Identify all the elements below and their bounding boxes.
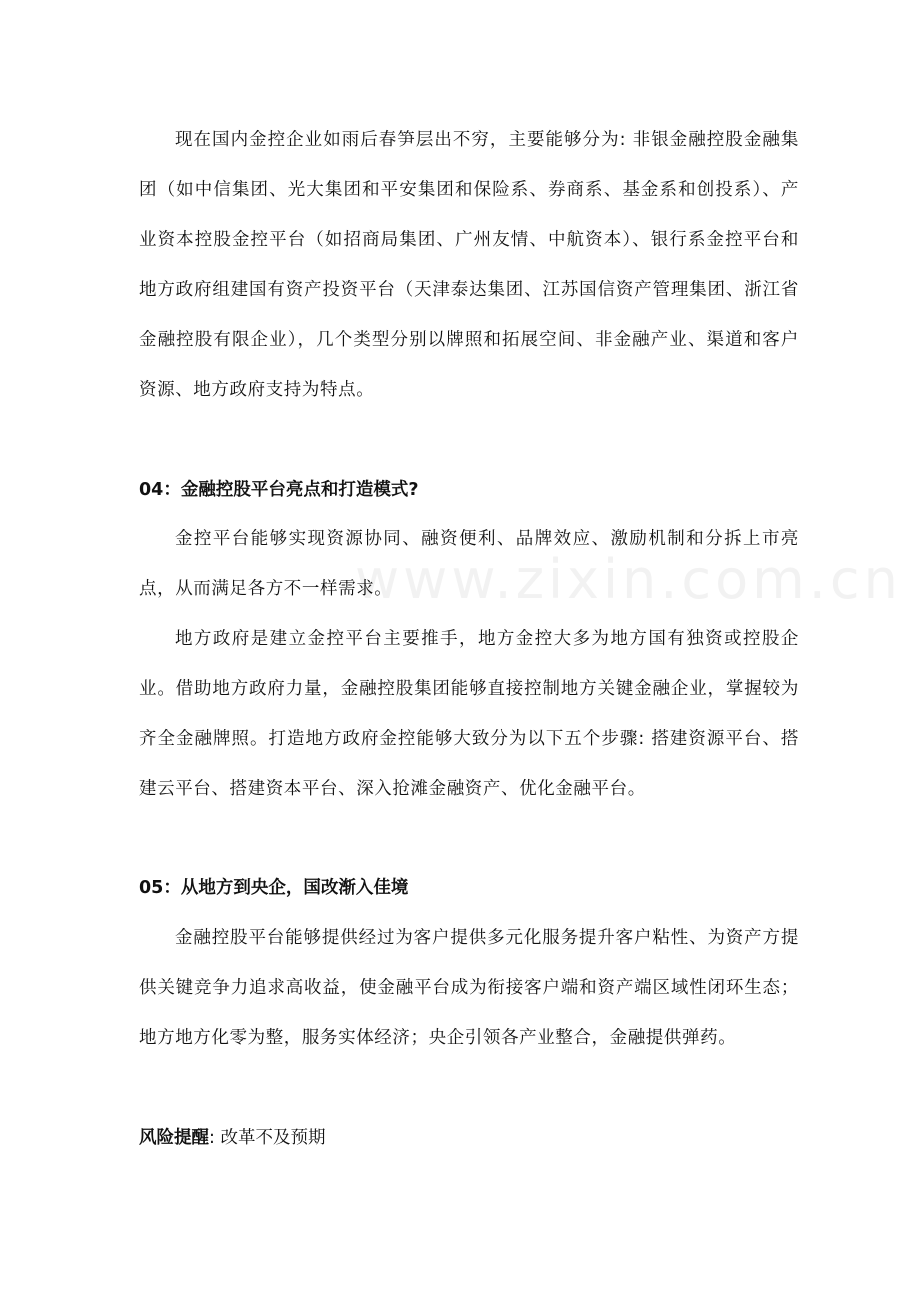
risk-warning-label: 风险提醒 — [139, 1128, 209, 1148]
risk-warning-text: : 改革不及预期 — [209, 1128, 326, 1148]
paragraph-highlights: 金控平台能够实现资源协同、融资便利、品牌效应、激励机制和分拆上市亮点，从而满足各方不一样需求。 — [139, 529, 799, 599]
paragraph-central-enterprises: 金融控股平台能够提供经过为客户提供多元化服务提升客户粘性、为资产方提供关键竞争力追求高收益，使金融平台成为衔接客户端和资产端区域性闭环生态；地方地方化零为整，服务实体经济；央企引领各产业整合，金融提供弹药。 — [139, 928, 799, 1048]
risk-warning — [139, 1124, 325, 1152]
heading-04: 04：金融控股平台亮点和打造模式? — [139, 480, 419, 500]
heading-05: 05：从地方到央企，国改渐入佳境 — [139, 878, 409, 898]
paragraph-intro: 现在国内金控企业如雨后春笋层出不穷，主要能够分为: 非银金融控股金融集团（如中信集团、光大集团和平安集团和保险系、券商系、基金系和创投系）、产业资本控股金控平台（如招商局集团、广州友情、中航资本）、银行系金控平台和地方政府组建国有资产投资平台（天津泰达集团、江苏国信资产管理集团、浙江省金融控股有限企业），几个类型分别以牌照和拓展空间、非金融产业、渠道和客户资源、地方政府支持为特点。 — [139, 130, 799, 400]
watermark: www.zixin.com.cn — [355, 548, 902, 611]
paragraph-local-government: 地方政府是建立金控平台主要推手，地方金控大多为地方国有独资或控股企业。借助地方政府力量，金融控股集团能够直接控制地方关键金融企业，掌握较为齐全金融牌照。打造地方政府金控能够大致分为以下五个步骤: 搭建资源平台、搭建云平台、搭建资本平台、深入抢滩金融资产、优化金融平台。 — [139, 629, 799, 799]
